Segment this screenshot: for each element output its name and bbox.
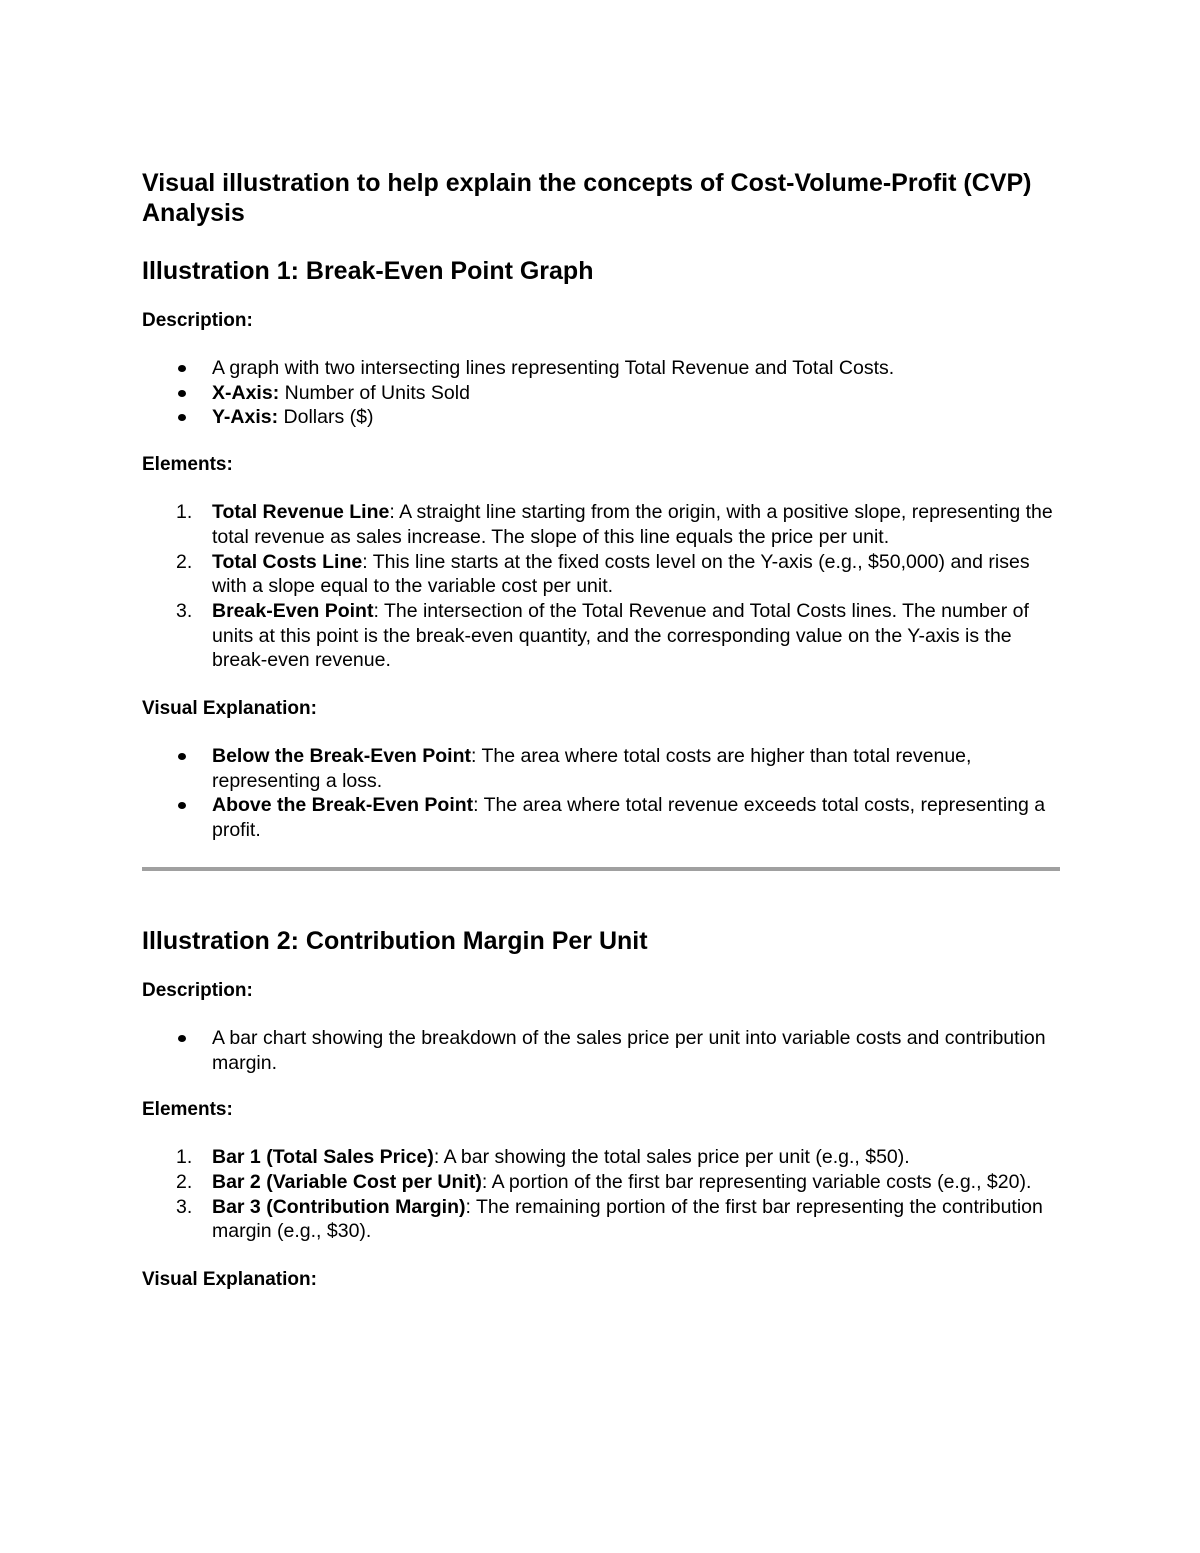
list-item: 2. Bar 2 (Variable Cost per Unit): A portion of the first bar representing variable costs (e.g., $20).	[176, 1170, 1032, 1193]
section1-visual-label: Visual Explanation:	[142, 698, 317, 720]
document-title-line1: Visual illustration to help explain the concepts of Cost-Volume-Profit (CVP)	[142, 169, 1032, 197]
document-title	[142, 168, 1060, 228]
list-item: 3. Break-Even Point: The intersection of the Total Revenue and Total Costs lines. The number of units at this point is the break-even quantity, and the corresponding value on the Y-axis is the break-even revenue.	[176, 599, 1029, 672]
section2-elements-list	[142, 1145, 1060, 1244]
section1-visual-list	[142, 744, 1060, 843]
list-item: A graph with two intersecting lines representing Total Revenue and Total Costs.	[142, 356, 1060, 381]
list-item: 1. Total Revenue Line: A straight line starting from the origin, with a positive slope, representing the total revenue as sales increase. The slope of this line equals the price per unit.	[176, 501, 1053, 548]
section1-elements-list	[142, 500, 1060, 673]
section2-visual-label: Visual Explanation:	[142, 1269, 317, 1291]
section1-description-label: Description:	[142, 310, 253, 331]
section1-elements-label: Elements:	[142, 454, 233, 476]
section2-heading: Illustration 2: Contribution Margin Per Unit	[142, 926, 648, 955]
list-item: 3. Bar 3 (Contribution Margin): The remaining portion of the first bar representing the contribution margin (e.g., $30).	[176, 1195, 1043, 1243]
bullet-icon	[178, 390, 186, 397]
bullet-icon	[178, 802, 186, 809]
section1-heading: Illustration 1: Break-Even Point Graph	[142, 257, 594, 285]
list-item: 1. Bar 1 (Total Sales Price): A bar showing the total sales price per unit (e.g., $50).	[176, 1146, 910, 1169]
bullet-icon	[178, 753, 186, 760]
document-page	[142, 168, 1060, 1292]
list-item: Below the Break-Even Point: The area where total costs are higher than total revenue, representing a loss.	[142, 744, 1060, 793]
section2-description-label: Description:	[142, 979, 253, 1001]
section2-elements-label: Elements:	[142, 1099, 233, 1121]
horizontal-rule	[142, 867, 1060, 871]
list-item: Above the Break-Even Point: The area where total revenue exceeds total costs, representing a profit.	[142, 793, 1060, 842]
section2-description-list	[142, 1026, 1060, 1075]
bullet-icon	[178, 365, 186, 372]
list-item: A bar chart showing the breakdown of the sales price per unit into variable costs and contribution margin.	[142, 1026, 1060, 1075]
list-item: X-Axis: Number of Units Sold	[142, 381, 1060, 406]
section1-description-list	[142, 356, 1060, 430]
bullet-icon	[178, 414, 186, 421]
bullet-icon	[178, 1035, 186, 1042]
list-item: Y-Axis: Dollars ($)	[142, 405, 1060, 430]
list-item: 2. Total Costs Line: This line starts at the fixed costs level on the Y-axis (e.g., $50,000) and rises with a slope equal to the variable cost per unit.	[176, 550, 1030, 598]
document-title-line2: Analysis	[142, 199, 245, 227]
